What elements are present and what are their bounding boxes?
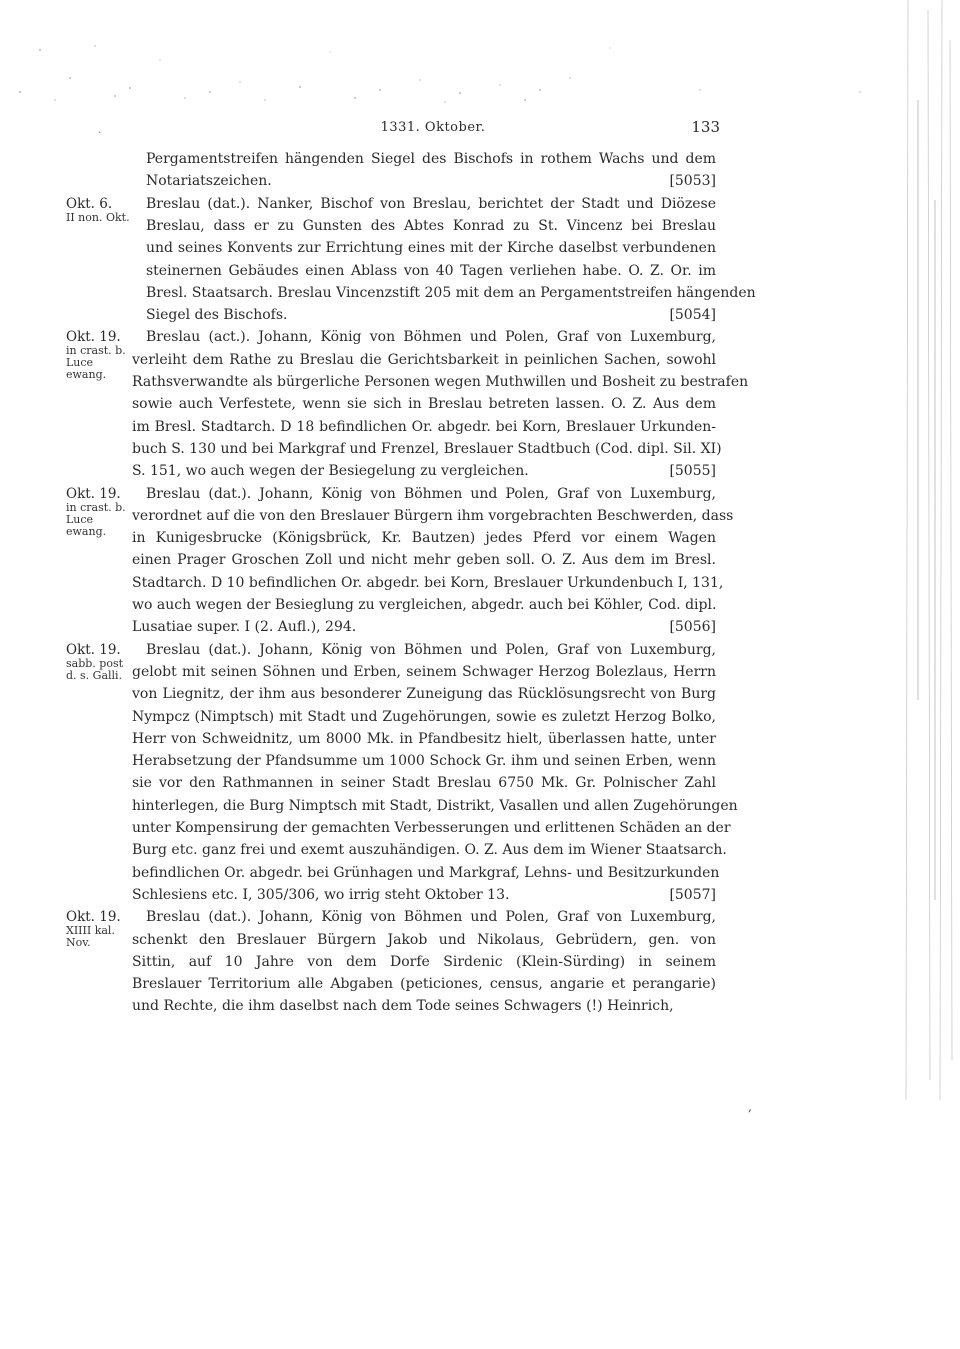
text-line — [146, 639, 716, 661]
text-line-content: Herr von Schweidnitz, um 8000 Mk. in Pfandbesitz hielt, überlassen hatte, unter — [132, 730, 716, 747]
text-line — [132, 371, 749, 393]
text-line — [132, 616, 716, 638]
scan-speckle-noise — [0, 30, 960, 120]
text-line-content: Siegel des Bischofs. — [146, 307, 288, 324]
text-line — [146, 148, 716, 170]
text-line — [132, 661, 716, 683]
entry-calendar-note: XIIII kal. Nov. — [66, 924, 115, 950]
text-line — [146, 304, 716, 326]
text-line — [132, 594, 716, 616]
text-line-content: Pergamentstreifen hängenden Siegel des Bischofs in rothem Wachs und dem — [146, 151, 716, 167]
text-line-content: im Bresl. Stadtarch. D 18 befindlichen Or. abgedr. bei Korn, Breslauer Urkunden- — [132, 418, 716, 435]
text-line-content: sie vor den Rathmannen in seiner Stadt Breslau 6750 Mk. Gr. Polnischer Zahl — [132, 775, 716, 792]
text-line-content: Rathsverwandte als bürgerliche Personen wegen Muthwillen und Bosheit zu bestrafen — [132, 374, 749, 390]
text-line — [132, 438, 722, 460]
text-line-content: Bresl. Staatsarch. Breslau Vincenzstift 205 mit dem an Pergamentstreifen hängenden — [146, 284, 756, 301]
text-line — [146, 282, 756, 304]
entry-reference-number: [5056] — [669, 619, 716, 636]
text-line-content: Schlesiens etc. I, 305/306, wo irrig steht Oktober 13. — [132, 886, 510, 903]
text-line — [132, 795, 738, 817]
text-line-content: gelobt mit seinen Söhnen und Erben, seinem Schwager Herzog Bolezlaus, Herrn — [132, 663, 716, 680]
entry-date: Okt. 19. — [66, 485, 121, 502]
text-line-content: Breslau (dat.). Johann, König von Böhmen und Polen, Graf von Luxemburg, — [146, 909, 716, 926]
text-line-content: befindlichen Or. abgedr. bei Grünhagen und Markgraf, Lehns- und Besitzurkunden — [132, 864, 720, 881]
text-line — [132, 460, 716, 482]
text-line — [146, 906, 716, 928]
entry-reference-number: [5055] — [669, 463, 716, 480]
text-line-content: Lusatiae super. I (2. Aufl.), 294. — [132, 619, 357, 636]
entry-calendar-note: II non. Okt. — [66, 210, 130, 224]
text-line-content: Stadtarch. D 10 befindlichen Or. abgedr. bei Korn, Breslauer Urkundenbuch I, 131, — [132, 574, 724, 591]
text-line-content: schenkt den Breslauer Bürgern Jakob und Nikolaus, Gebrüdern, gen. von — [132, 931, 716, 948]
text-line-content: steinernen Gebäudes einen Ablass von 40 Tagen verliehen habe. O. Z. Or. im — [146, 262, 716, 279]
text-line-content: Breslau (dat.). Johann, König von Böhmen und Polen, Graf von Luxemburg, — [146, 485, 716, 502]
text-line-content: verleiht dem Rathe zu Breslau die Gerichtsbarkeit in peinlichen Sachen, sowohl — [132, 351, 716, 368]
text-line-content: von Liegnitz, der ihm aus besonderer Zuneigung das Rücklösungsrecht von Burg — [132, 686, 716, 703]
text-line — [146, 483, 716, 505]
text-line — [146, 215, 716, 237]
text-line — [132, 772, 716, 794]
text-line-content: Breslau, dass er zu Gunsten des Abtes Konrad zu St. Vincenz bei Breslau — [146, 217, 716, 234]
text-line-content: Burg etc. ganz frei und exemt auszuhändigen. O. Z. Aus dem im Wiener Staatsarch. — [132, 842, 727, 859]
header-title: 1331. Oktober. — [380, 120, 486, 135]
text-line — [132, 549, 716, 571]
text-line-content: Herabsetzung der Pfandsumme um 1000 Schock Gr. ihm und seinen Erben, wenn — [132, 753, 716, 770]
running-header — [146, 120, 720, 140]
text-line-content: in Kunigesbrucke (Königsbrück, Kr. Bautzen) jedes Pferd vor einem Wagen — [132, 530, 716, 547]
text-line-content: S. 151, wo auch wegen der Besiegelung zu vergleichen. — [132, 463, 529, 480]
text-line-content: Breslauer Territorium alle Abgaben (peticiones, census, angarie et perangarie) — [132, 976, 716, 993]
entry-reference-number: [5054] — [669, 307, 716, 324]
entry-reference-number: [5057] — [669, 886, 716, 903]
entry-date: Okt. 19. — [66, 641, 121, 658]
text-line — [132, 572, 724, 594]
text-line — [132, 839, 727, 861]
text-line-content: und Rechte, die ihm daselbst nach dem Tode seines Schwagers (!) Heinrich, — [132, 998, 674, 1015]
page-number: 133 — [691, 118, 720, 136]
text-line-content: Breslau (act.). Johann, König von Böhmen und Polen, Graf von Luxemburg, — [146, 329, 716, 346]
scan-page-edge — [888, 0, 960, 1100]
text-line — [132, 995, 716, 1017]
text-line — [132, 683, 716, 705]
text-line — [132, 750, 716, 772]
entry-date: Okt. 6. — [66, 195, 113, 212]
scan-mark: , — [748, 1100, 752, 1114]
text-line — [132, 728, 716, 750]
text-line-content: und seines Konvents zur Errichtung eines mit der Kirche daselbst verbundenen — [146, 240, 716, 257]
entry-calendar-note: sabb. post d. s. Galli. — [66, 656, 124, 682]
text-line — [132, 973, 716, 995]
text-line — [146, 170, 716, 192]
text-line-content: wo auch wegen der Besieglung zu vergleichen, abgedr. auch bei Köhler, Cod. dipl. — [132, 597, 717, 613]
entry-date: Okt. 19. — [66, 329, 121, 346]
text-line — [132, 929, 716, 951]
text-line — [132, 349, 716, 371]
text-line — [132, 862, 720, 884]
text-line — [132, 884, 716, 906]
text-line-content: Breslau (dat.). Nanker, Bischof von Breslau, berichtet der Stadt und Diözese — [146, 195, 716, 212]
text-line-content: einen Prager Groschen Zoll und nicht mehr geben soll. O. Z. Aus dem im Bresl. — [132, 552, 716, 569]
text-line-content: buch S. 130 und bei Markgraf und Frenzel, Breslauer Stadtbuch (Cod. dipl. Sil. XI) — [132, 440, 722, 457]
text-line — [132, 505, 734, 527]
text-line — [132, 393, 716, 415]
entry-date: Okt. 19. — [66, 909, 121, 926]
text-line-content: verordnet auf die von den Breslauer Bürgern ihm vorgebrachten Beschwerden, dass — [132, 507, 734, 524]
text-line — [132, 706, 716, 728]
entry-calendar-note: in crast. b. Luce ewang. — [66, 500, 126, 538]
text-line — [146, 260, 716, 282]
text-line-content: Sittin, auf 10 Jahre von dem Dorfe Sirdenic (Klein-Sürding) in seinem — [132, 953, 716, 970]
text-line-content: Breslau (dat.). Johann, König von Böhmen und Polen, Graf von Luxemburg, — [146, 641, 716, 658]
text-line-content: unter Kompensirung der gemachten Verbesserungen und erlittenen Schäden an der — [132, 820, 731, 836]
text-line-content: Nympcz (Nimptsch) mit Stadt und Zugehörungen, sowie es zuletzt Herzog Bolko, — [132, 708, 716, 725]
text-line — [146, 237, 716, 259]
text-line — [146, 193, 716, 215]
text-line — [132, 951, 716, 973]
text-line — [146, 326, 716, 348]
entry-calendar-note: in crast. b. Luce ewang. — [66, 344, 126, 382]
text-line-content: Notariatszeichen. — [146, 173, 272, 190]
text-line — [132, 416, 716, 438]
scan-mark: · — [98, 128, 102, 139]
text-line-content: sowie auch Verfestete, wenn sie sich in Breslau betreten lassen. O. Z. Aus dem — [132, 396, 716, 413]
entry-reference-number: [5053] — [669, 173, 716, 190]
text-line — [132, 817, 731, 839]
text-line — [132, 527, 716, 549]
text-line-content: hinterlegen, die Burg Nimptsch mit Stadt, Distrikt, Vasallen und allen Zugehörungen — [132, 797, 738, 814]
